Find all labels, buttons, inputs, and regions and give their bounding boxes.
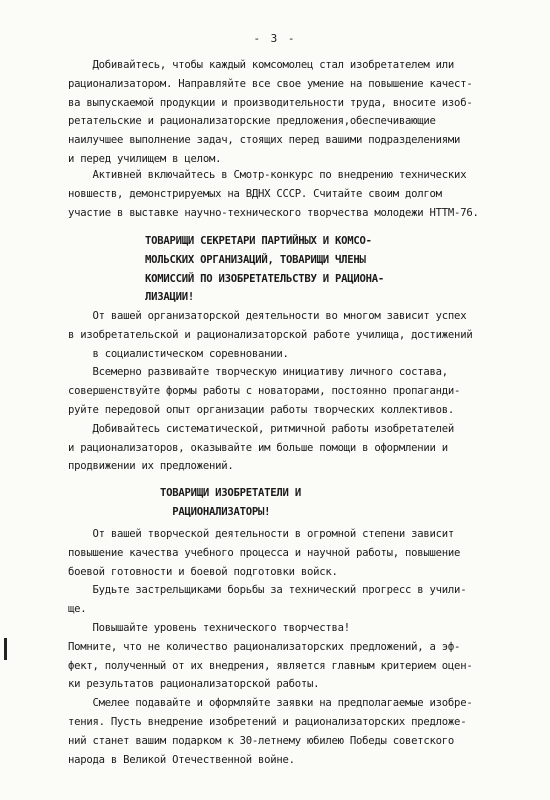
text-line: ще. <box>68 603 87 616</box>
heading-line: РАЦИОНАЛИЗАТОРЫ! <box>160 505 271 518</box>
text-line: совершенствуйте формы работы с новаторами, постоянно пропаганди- <box>68 385 461 398</box>
text-line: повышение качества учебного процесса и научной работы, повышение <box>68 546 461 559</box>
text-line: От вашей творческой деятельности в огромной степени зависит <box>68 528 455 540</box>
text-line: ки результатов рационализаторской работы. <box>68 678 320 691</box>
text-line: Активней включайтесь в Смотр-конкурс по внедрению технических <box>68 169 467 181</box>
text-line: ретательские и рационализаторские предложения,обеспечивающие <box>68 115 436 128</box>
text-line: Добивайтесь, чтобы каждый комсомолец стал изобретателем или <box>68 59 455 71</box>
paragraph-inventor-call <box>68 56 472 169</box>
text-line: новшеств, демонстрируемых на ВДНХ СССР. Считайте своим долгом <box>68 187 442 200</box>
text-line: Будьте застрельщиками борьбы за технический прогресс в учили- <box>68 584 467 597</box>
text-line: Повышайте уровень технического творчества! <box>68 621 350 634</box>
text-line: Помните, что не количество рационализаторских предложений, а эф- <box>68 640 461 653</box>
text-line: тения. Пусть внедрение изобретений и рационализаторских предложе- <box>68 715 467 728</box>
text-line: участие в выставке научно-технического творчества молодежи НТТМ-76. <box>68 206 479 219</box>
text-line: продвижении их предложений. <box>68 460 234 473</box>
text-line: боевой готовности и боевой подготовки войск. <box>68 565 338 578</box>
heading-secretaries <box>145 232 384 307</box>
text-line: в изобретательской и рационализаторской работе училища, достижений <box>68 328 473 341</box>
text-line: Всемерно развивайте творческую инициативу личного состава, <box>68 366 448 379</box>
heading-inventors <box>160 484 301 522</box>
heading-line: ЛИЗАЦИИ! <box>145 291 195 304</box>
text-line: ний станет вашим подарком к 30-летнему юбилею Победы советского <box>68 734 455 747</box>
text-line: От вашей организаторской деятельности во многом зависит успех <box>68 310 467 322</box>
paragraph-inventors <box>68 525 472 769</box>
paragraph-organizers <box>68 307 472 476</box>
text-line: Смелее подавайте и оформляйте заявки на предполагаемые изобре- <box>68 697 473 710</box>
text-line: народа в Великой Отечественной войне. <box>68 753 295 766</box>
text-line: фект, полученный от их внедрения, является главным критерием оцен- <box>68 659 473 672</box>
text-line: и рационализаторов, оказывайте им больше помощи в оформлении и <box>68 441 448 454</box>
paragraph-contest <box>68 166 479 222</box>
heading-line: ТОВАРИЩИ СЕКРЕТАРИ ПАРТИЙНЫХ И КОМСО- <box>145 235 372 247</box>
heading-line: ТОВАРИЩИ ИЗОБРЕТАТЕЛИ И <box>160 487 301 499</box>
text-line: ва выпускаемой продукции и производительности труда, вносите изоб- <box>68 96 473 109</box>
text-line: руйте передовой опыт организации работы творческих коллективов. <box>68 403 455 416</box>
text-line: наилучшее выполнение задач, стоящих перед вашими подразделениями <box>68 134 461 147</box>
page-number: - 3 - <box>253 32 297 45</box>
margin-mark <box>4 638 7 660</box>
text-line: и перед училищем в целом. <box>68 152 222 165</box>
text-line: рационализатором. Направляйте все свое умение на повышение качест- <box>68 77 473 90</box>
heading-line: МОЛЬСКИХ ОРГАНИЗАЦИЙ, ТОВАРИЩИ ЧЛЕНЫ <box>145 253 366 266</box>
text-line: в социалистическом соревновании. <box>68 347 289 360</box>
text-line: Добивайтесь систематической, ритмичной работы изобретателей <box>68 422 455 435</box>
heading-line: КОМИССИЙ ПО ИЗОБРЕТАТЕЛЬСТВУ И РАЦИОНА- <box>145 272 384 285</box>
